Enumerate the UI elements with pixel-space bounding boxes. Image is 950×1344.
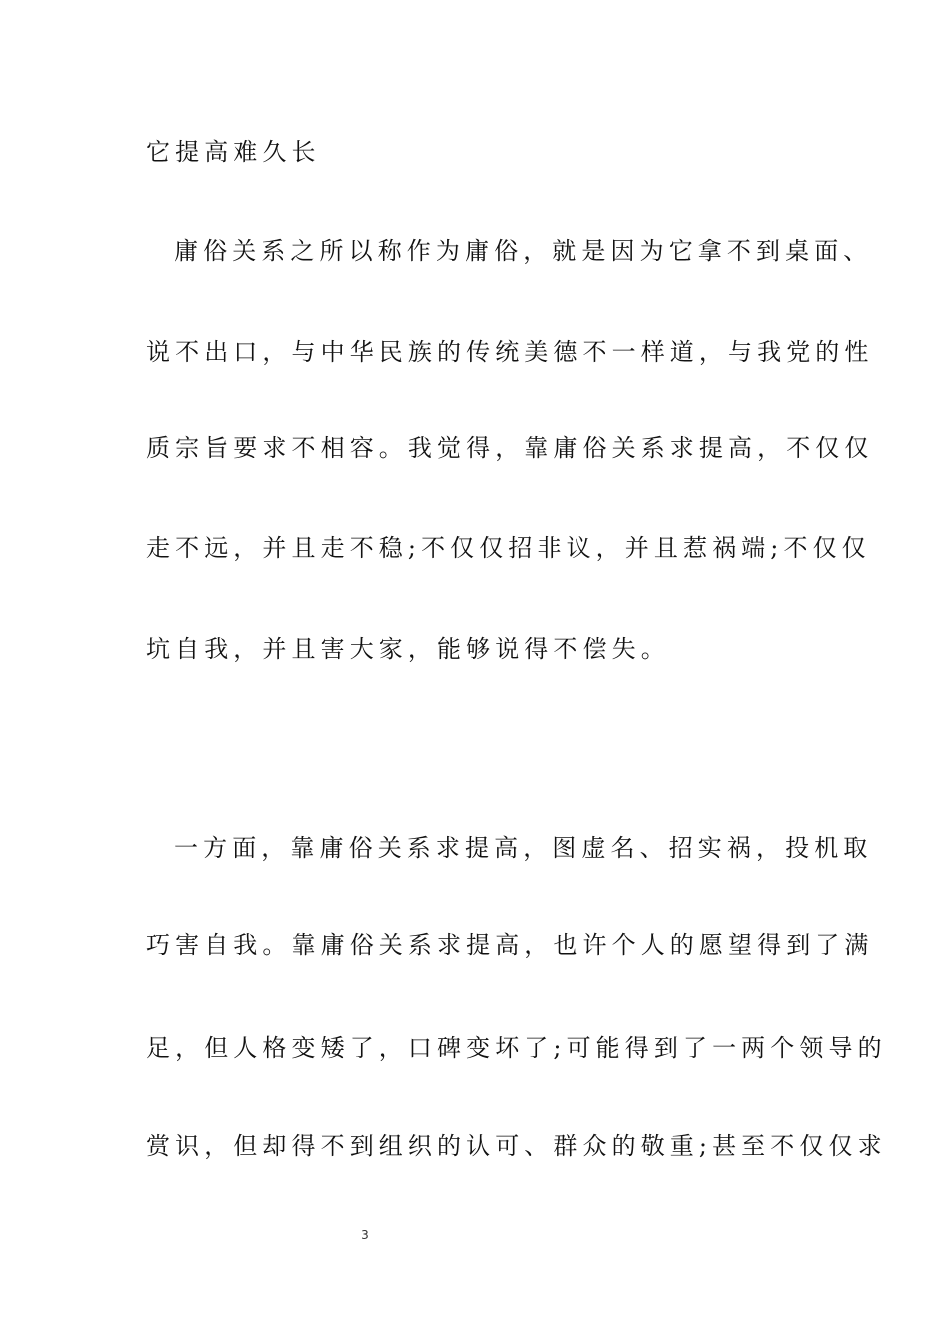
text-line-5: 走不远，并且走不稳;不仅仅招非议，并且惹祸端;不仅仅 — [146, 534, 871, 562]
text-line-10: 赏识，但却得不到组织的认可、群众的敬重;甚至不仅仅求 — [146, 1132, 887, 1160]
text-line-8: 巧害自我。靠庸俗关系求提高，也许个人的愿望得到了满 — [146, 931, 874, 959]
text-line-1: 它提高难久长 — [146, 138, 321, 166]
text-line-6: 坑自我，并且害大家，能够说得不偿失。 — [146, 635, 670, 663]
text-line-3: 说不出口，与中华民族的传统美德不一样道，与我党的性 — [146, 338, 874, 366]
text-line-9: 足，但人格变矮了，口碑变坏了;可能得到了一两个领导的 — [146, 1034, 887, 1062]
text-line-2: 庸俗关系之所以称作为庸俗，就是因为它拿不到桌面、 — [174, 237, 873, 265]
page-number: 3 — [361, 1228, 369, 1242]
text-line-4: 质宗旨要求不相容。我觉得，靠庸俗关系求提高，不仅仅 — [146, 434, 874, 462]
text-line-7: 一方面，靠庸俗关系求提高，图虚名、招实祸，投机取 — [174, 834, 873, 862]
